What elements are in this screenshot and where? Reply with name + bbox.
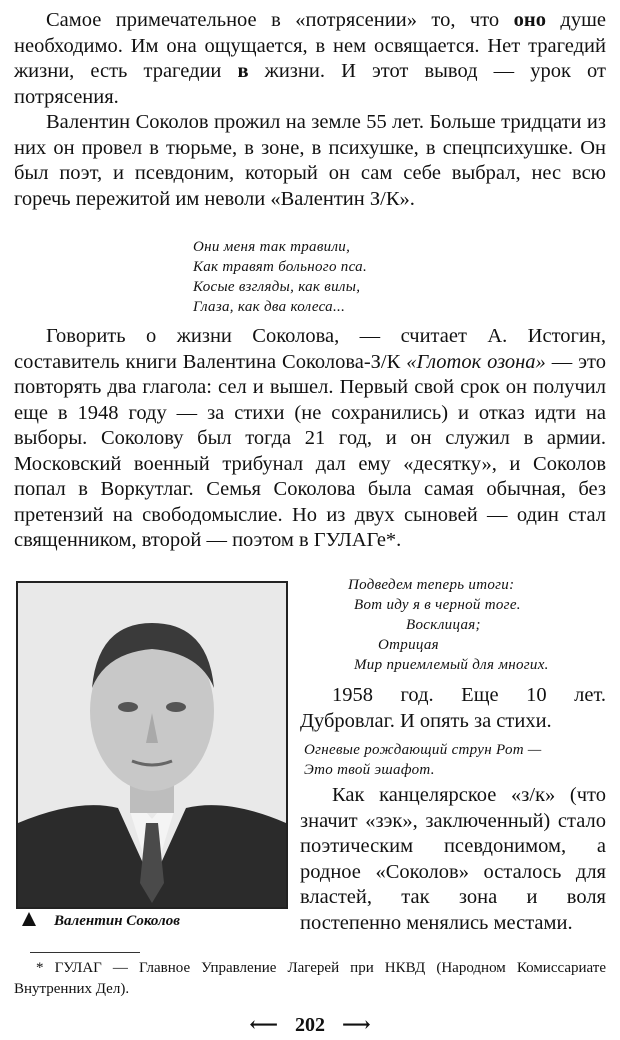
- poem-3: [304, 740, 542, 780]
- paragraph-1-part-e: жизни. И этот вывод — урок от потрясения.: [14, 60, 606, 108]
- poem-1: [193, 237, 367, 317]
- paragraph-1: [14, 8, 606, 110]
- poem-3-line: Это твой эшафот.: [304, 762, 435, 778]
- paragraph-1-bold-ono: оно: [513, 9, 546, 31]
- book-title-glotok-ozona: «Глоток озона»: [406, 350, 546, 373]
- paragraph-2: Валентин Соколов прожил на земле 55 лет. Больше тридцати из них он провел в тюрьме, в зоне, в психушке, в спецпсихушке. Он был поэт, и псевдоним, который он сам себе выбрал, нес всю горечь пережитой им неволи «Валентин З/К».: [14, 111, 606, 210]
- footnote: * ГУЛАГ — Главное Управление Лагерей при НКВД (Народном Комиссариате Внутренних Дел).: [14, 960, 606, 997]
- poem-2-line: Подведем теперь итоги:: [348, 577, 515, 593]
- paragraph-3-part-c: — это повторять два глагола: сел и вышел. Первый свой срок он получил еще в 1948 году — за стихи (не сохранились) и отказ идти на выборы. Соколову был тогда 21 год, и он служил в армии. Московский военный трибунал дал ему «десятку», и Соколов попал в Воркутлаг. Семья Соколова была самая обычная, без претензий на свободомыслие. Но из двух сыновей — один стал священником, второй — поэтом в ГУЛАГе*.: [14, 350, 606, 551]
- paragraph-1-bold-v: в: [237, 60, 249, 82]
- portrait-photo: [16, 581, 288, 909]
- poem-2-line: Восклицая;: [406, 617, 481, 633]
- poem-3-line: Огневые рождающий струн Рот —: [304, 742, 542, 758]
- poem-1-line: Как травят больного пса.: [193, 259, 368, 275]
- triangle-icon: [22, 912, 36, 926]
- page-number-nav: [0, 1012, 620, 1037]
- poem-2-line: Вот иду я в черной тоге.: [354, 597, 521, 613]
- photo-caption-text: Валентин Соколов: [54, 913, 180, 929]
- poem-1-line: Они меня так травили,: [193, 239, 351, 255]
- poem-2-line: Отрицая: [378, 637, 439, 653]
- footnote-divider: [30, 952, 140, 953]
- poem-1-line: Глаза, как два колеса...: [193, 299, 346, 315]
- poem-2: [348, 575, 549, 675]
- arrow-left-icon[interactable]: ⟵: [249, 1014, 278, 1036]
- paragraph-4: 1958 год. Еще 10 лет. Дубровлаг. И опять за стихи.: [300, 684, 606, 732]
- paragraph-1-part-a: Самое примечательное в «потрясении» то, что: [46, 9, 514, 31]
- poem-2-line: Мир приемлемый для многих.: [354, 657, 549, 673]
- arrow-right-icon[interactable]: ⟶: [342, 1014, 371, 1036]
- photo-caption: [22, 912, 292, 934]
- portrait-illustration: [18, 583, 286, 907]
- paragraph-5: Как канцелярское «з/к» (что значит «зэк», заключенный) стало поэтическим псевдонимом, а родное «Соколов» осталось для властей, так зона и воля постепенно менялись местами.: [300, 784, 606, 934]
- paragraph-3-part-a: Говорить о жизни Соколова, — считает А. Истогин, составитель книги Валентина Соколова-З/К: [14, 325, 606, 373]
- page-number: 202: [295, 1014, 325, 1036]
- paragraph-3: [14, 324, 606, 554]
- paragraph-1-part-c: душе необходимо. Им она ощущается, в нем освящается. Нет трагедий жизни, есть трагедии: [14, 9, 606, 82]
- poem-1-line: Косые взгляды, как вилы,: [193, 279, 361, 295]
